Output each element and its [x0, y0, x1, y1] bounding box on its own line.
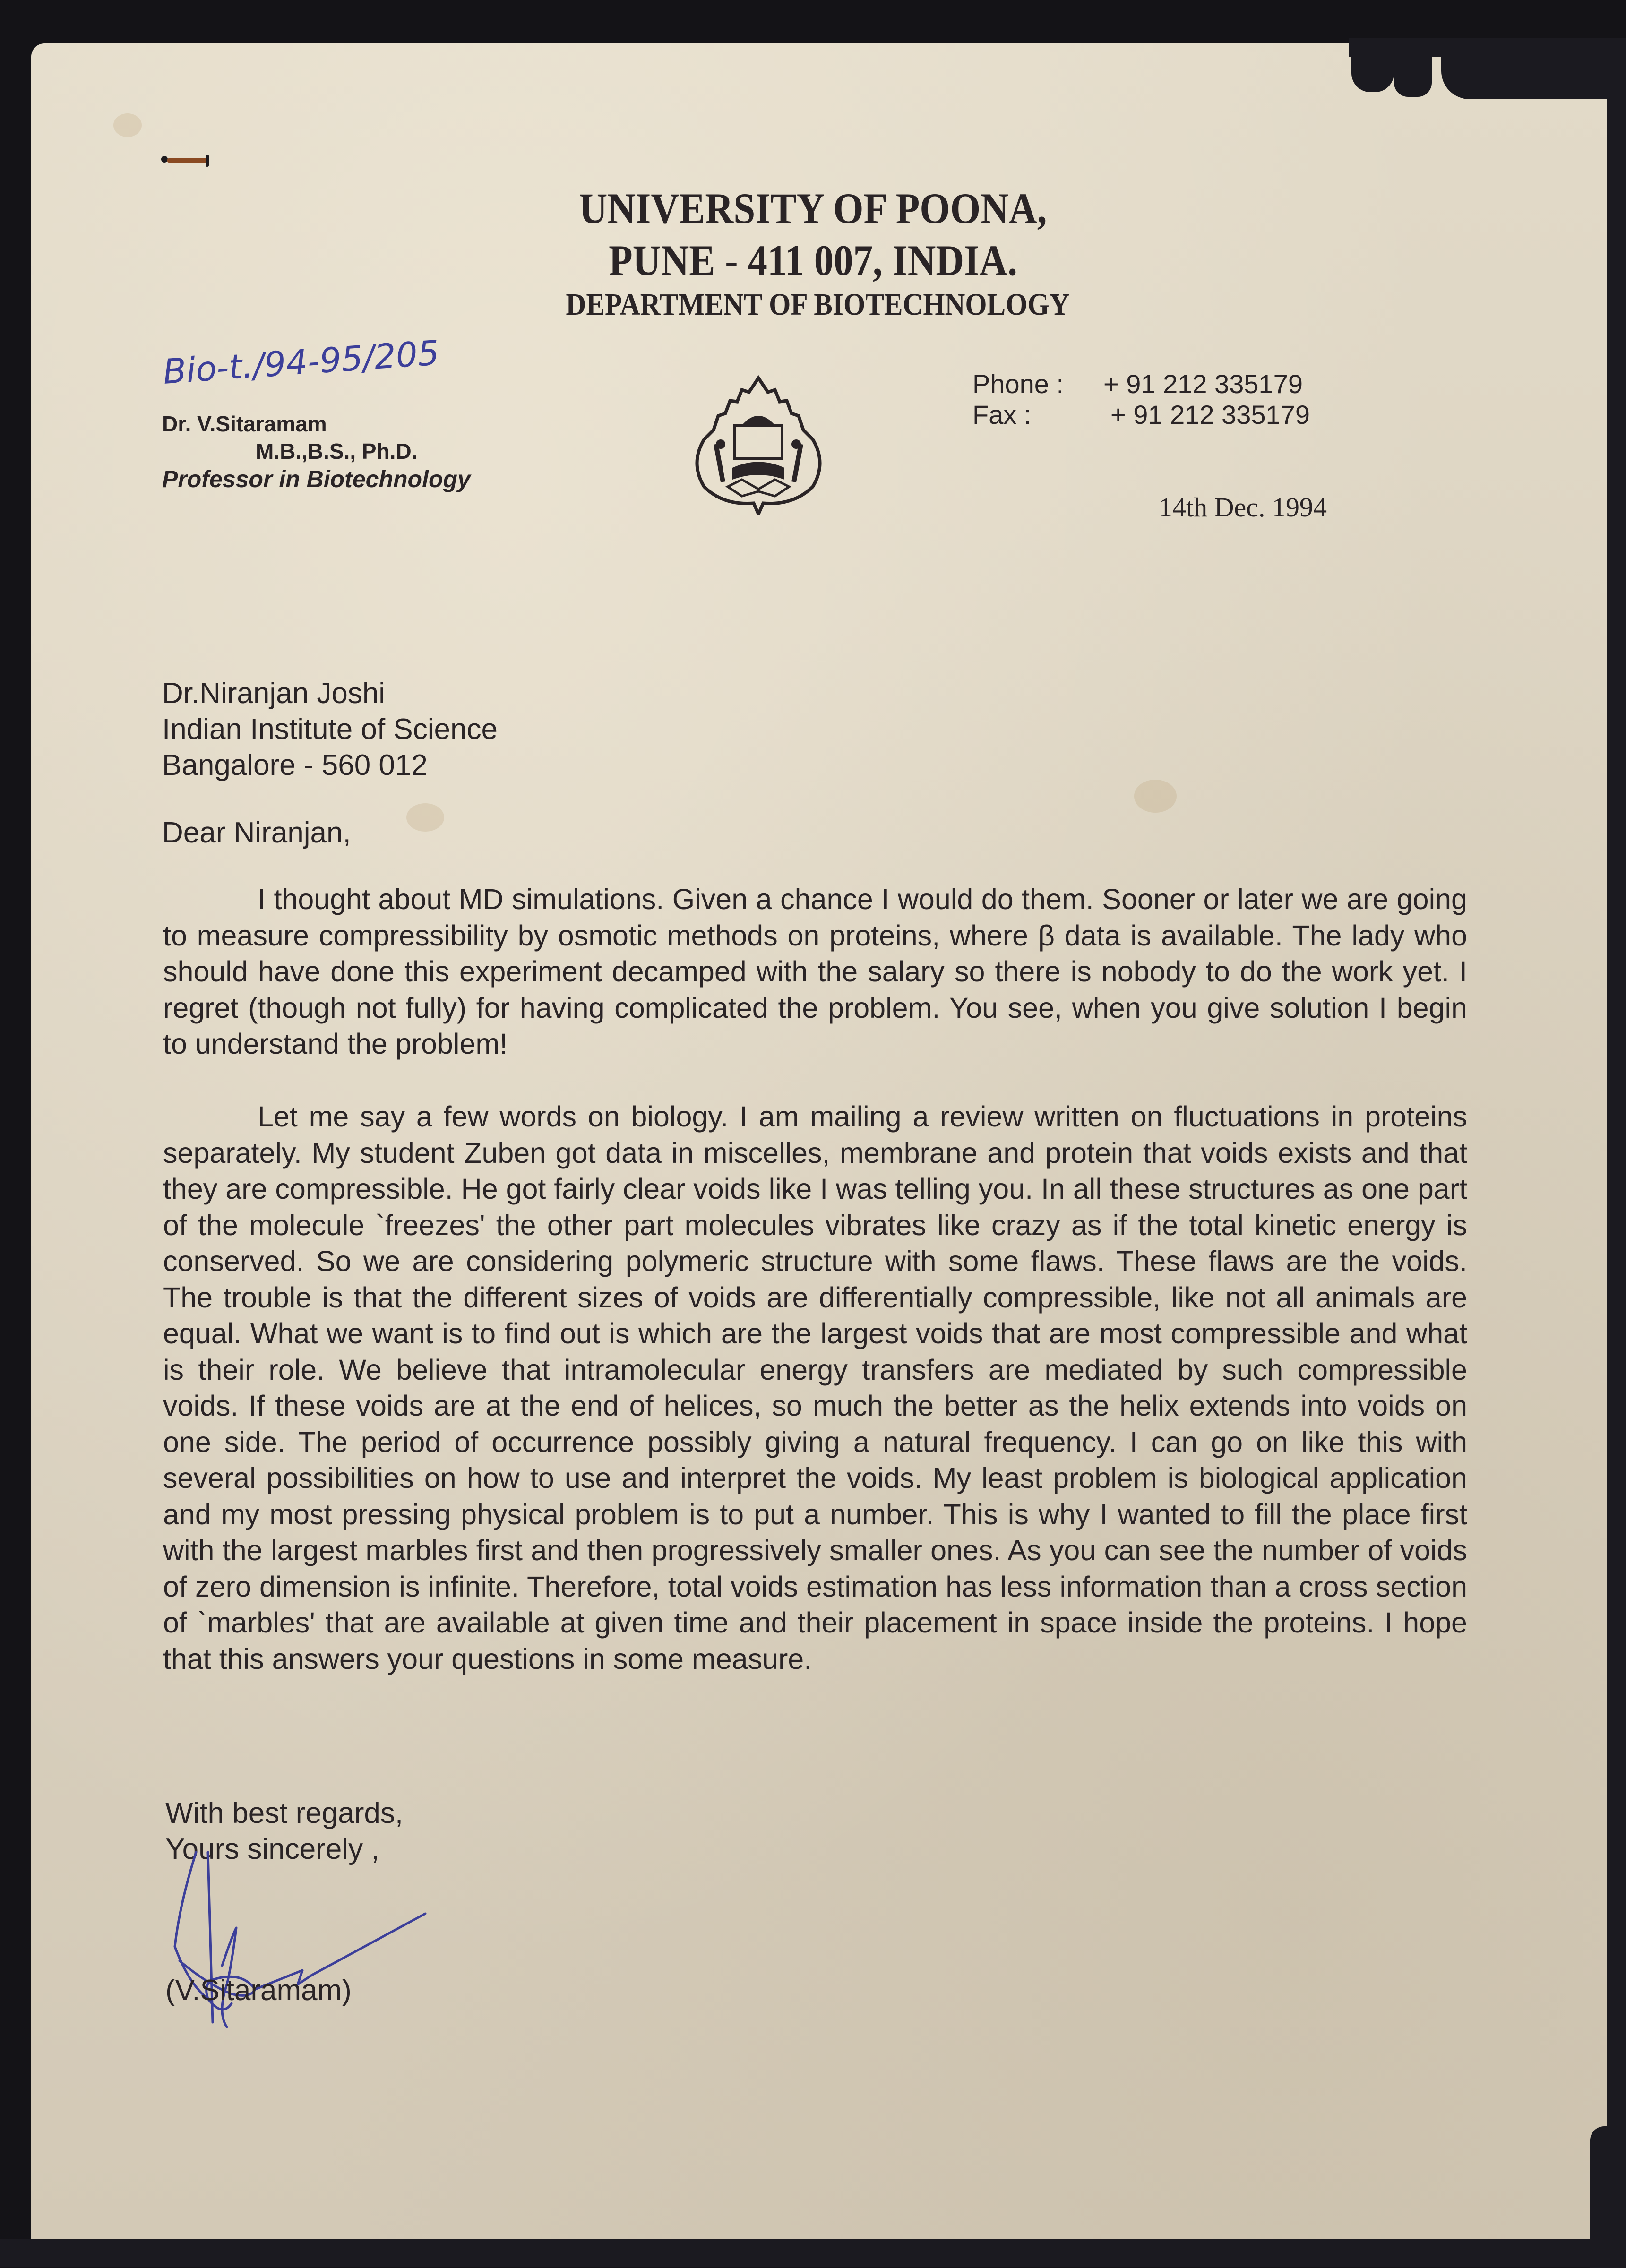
- university-seal-icon: [671, 373, 846, 515]
- recipient-name: Dr.Niranjan Joshi: [162, 677, 386, 710]
- letter-date: 14th Dec. 1994: [1159, 492, 1327, 523]
- age-spot: [406, 803, 444, 832]
- body-paragraph-2: Let me say a few words on biology. I am mailing a review written on fluctuations in proteins separately. My student Zuben got data in miscelles, membrane and protein that voids exists and that they are compressible. He got fairly clear voids like I was telling you. In all these structures as one part of the molecule `freezes' the other part molecules vibrates like crazy as if the total kinetic energy is conserved. So we are considering polymeric structure with some flaws. These flaws are the voids. The trouble is that the different sizes of voids are differentially compressible, like not all animals are equal. What we want is to find out is which are the largest voids that are most compressible and what is their role. We believe that intramolecular energy transfers are mediated by such compressible voids. If these voids are at the end of helices, so much the better as the helix extends into voids on one side. The period of occurrence possibly giving a natural frequency. I can go on like this with several possibilities on how to use and interpret the voids. My least problem is biological application and my most pressing physical problem is to put a number. This is why I wanted to fill the place first with the largest marbles first and then progressively smaller ones. As you can see the number of voids of zero dimension is infinite. Therefore, total voids estimation has less information than a cross section of `marbles' that are available at given time and their placement in space inside the proteins. I hope that this answers your questions in some measure.: [163, 1100, 1467, 1675]
- letter-body: [163, 881, 1467, 1062]
- fax-label: Fax :: [972, 400, 1032, 430]
- torn-edge: [1394, 47, 1432, 97]
- age-spot: [113, 113, 142, 137]
- closing-regards: With best regards,: [165, 1797, 404, 1830]
- fax-number: + 91 212 335179: [1110, 400, 1310, 430]
- body-paragraph-1: I thought about MD simulations. Given a chance I would do them. Sooner or later we are going to measure compressibility by osmotic methods on proteins, where β data is available. The lady who should have done this experiment decamped with the salary so there is nobody to do the work yet. I regret (though not fully) for having complicated the problem. You see, when you give solution I begin to understand the problem!: [163, 883, 1467, 1060]
- sender-name: Dr. V.Sitaramam: [162, 412, 327, 436]
- salutation: Dear Niranjan,: [162, 816, 351, 849]
- staple-mark-icon: [161, 154, 212, 168]
- phone-label: Phone :: [972, 369, 1064, 399]
- handwritten-signature-icon: [161, 1843, 454, 2041]
- handwritten-reference-number: Bio-t./94-95/205: [162, 333, 441, 392]
- age-spot: [1134, 780, 1177, 813]
- recipient-institution: Indian Institute of Science: [162, 713, 498, 746]
- letter-body: [163, 1099, 1467, 1677]
- closing-sincerely: Yours sincerely ,: [165, 1833, 379, 1865]
- institution-name: UNIVERSITY OF POONA,: [579, 184, 1047, 232]
- sender-title: Professor in Biotechnology: [162, 466, 471, 492]
- institution-address: PUNE - 411 007, INDIA.: [609, 236, 1017, 284]
- sender-degrees: M.B.,B.S., Ph.D.: [256, 439, 418, 464]
- torn-edge: [0, 2239, 1626, 2267]
- torn-edge: [1441, 47, 1616, 99]
- torn-edge: [1351, 47, 1394, 92]
- recipient-city: Bangalore - 560 012: [162, 749, 428, 782]
- phone-number: + 91 212 335179: [1103, 369, 1303, 399]
- torn-edge: [1607, 38, 1626, 2267]
- printed-signatory-name: (V.Sitaramam): [165, 1974, 352, 2007]
- department-name: DEPARTMENT OF BIOTECHNOLOGY: [566, 287, 1070, 322]
